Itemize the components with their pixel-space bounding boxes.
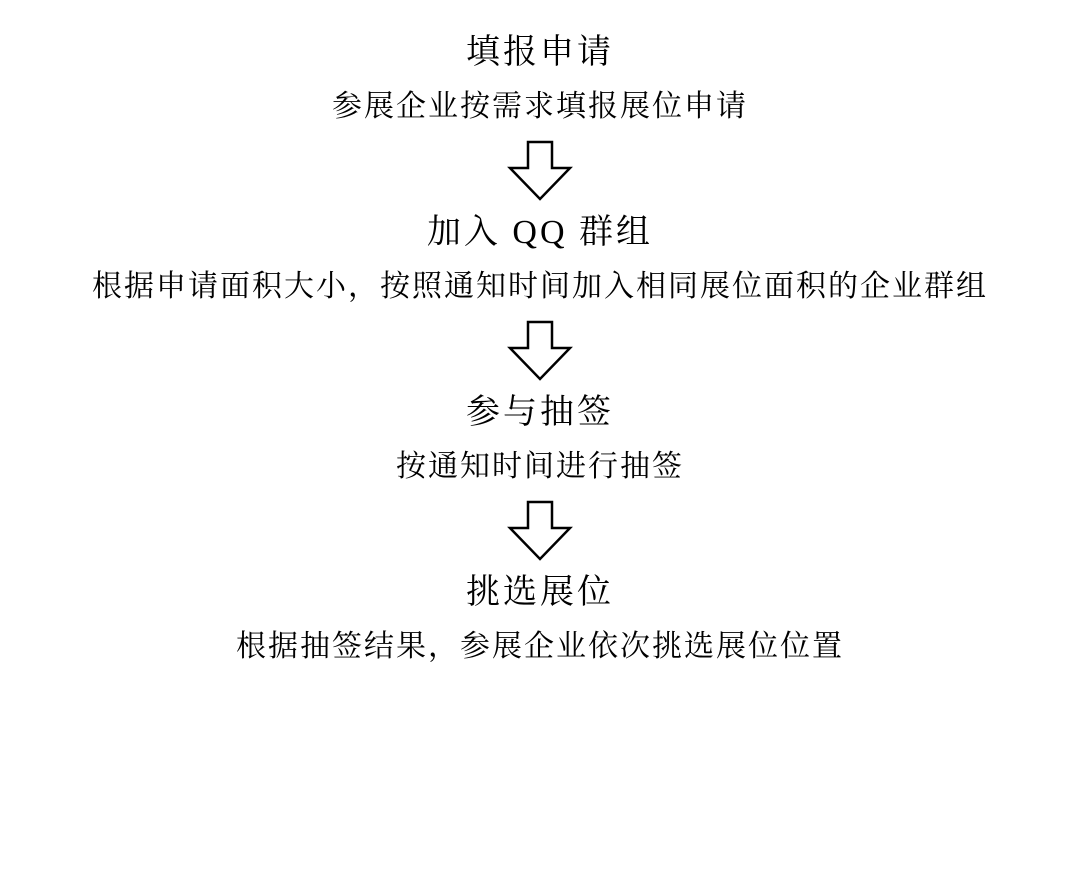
flow-step-2 — [0, 206, 1080, 314]
step-description: 根据抽签结果，参展企业依次挑选展位位置 — [236, 630, 844, 663]
flow-step-3 — [0, 386, 1080, 494]
down-arrow-icon — [488, 140, 592, 202]
step-title: 参与抽签 — [466, 394, 614, 431]
step-title: 挑选展位 — [466, 574, 614, 611]
flow-step-4 — [0, 566, 1080, 674]
flow-step-1 — [0, 26, 1080, 134]
down-arrow-icon — [488, 320, 592, 382]
step-description: 按通知时间进行抽签 — [396, 450, 684, 483]
step-title: 填报申请 — [466, 34, 614, 71]
down-arrow-icon — [488, 500, 592, 562]
step-description: 参展企业按需求填报展位申请 — [332, 90, 748, 123]
step-title: 加入 QQ 群组 — [426, 214, 654, 251]
step-description: 根据申请面积大小，按照通知时间加入相同展位面积的企业群组 — [92, 270, 988, 303]
